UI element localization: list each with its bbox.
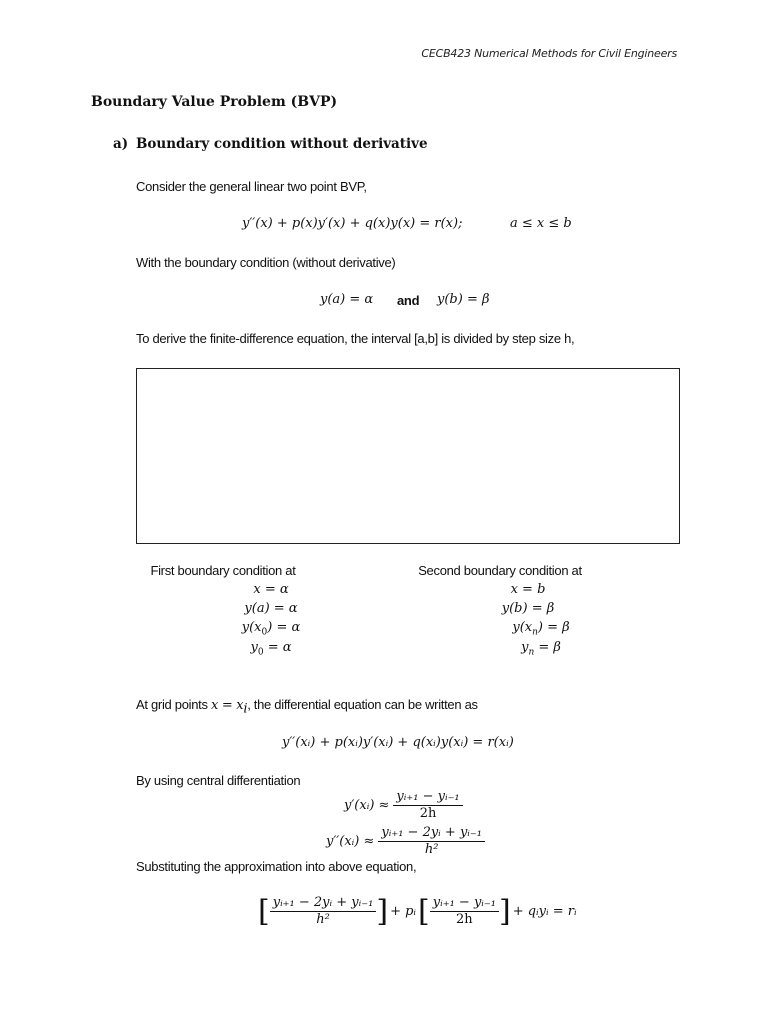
paragraph-bvp-intro: Consider the general linear two point BVP, xyxy=(136,179,367,194)
section-marker: a) xyxy=(113,136,129,152)
first-bc-line3: $y(x_0) = \alpha$ xyxy=(241,620,301,638)
equation-bc-and: and xyxy=(397,293,420,308)
first-bc-line1: x = α xyxy=(253,582,289,597)
second-bc-line3: $y(x_n) = \beta$ xyxy=(512,620,570,638)
equation-ode: y′′(x) + p(x)y′(x) + q(x)y(x) = r(x); xyxy=(242,216,463,231)
equation-bc-left: y(a) = α xyxy=(320,292,374,307)
equation-domain: a ≤ x ≤ b xyxy=(510,216,572,231)
figure-placeholder-box xyxy=(136,368,680,544)
second-bc-line4: $y_n = \beta$ xyxy=(521,640,561,658)
section-heading: Boundary condition without derivative xyxy=(136,136,428,152)
equation-grid: y′′(xᵢ) + p(xᵢ)y′(xᵢ) + q(xᵢ)y(xᵢ) = r(xᵢ) xyxy=(282,735,514,750)
running-header: CECB423 Numerical Methods for Civil Engineers xyxy=(421,47,677,60)
second-bc-line1: x = b xyxy=(510,582,546,597)
equation-first-derivative: y′(xᵢ) ≈ $\frac{\text{yᵢ₊₁ − yᵢ₋₁}}{2h}$ xyxy=(344,789,463,822)
page-title: Boundary Value Problem (BVP) xyxy=(91,94,338,110)
paragraph-finite-difference: To derive the finite-difference equation, the interval [a,b] is divided by step size h, xyxy=(136,331,575,346)
second-bc-line2: y(b) = β xyxy=(501,601,555,616)
first-bc-line2: y(a) = α xyxy=(244,601,298,616)
equation-discretized: [ $\frac{\text{yᵢ₊₁ − 2yᵢ + yᵢ₋₁}}{\text{h²}}$ ] + pᵢ [ $\frac{\text{yᵢ₊₁ − yᵢ₋₁}}{2h}$ ] + qᵢyᵢ = rᵢ xyxy=(258,894,577,929)
paragraph-boundary-condition: With the boundary condition (without derivative) xyxy=(136,255,396,270)
equation-bc-right: y(b) = β xyxy=(437,292,490,307)
equation-second-derivative: y′′(xᵢ) ≈ $\frac{\text{yᵢ₊₁ − 2yᵢ + yᵢ₋₁}}{\text{h²}}$ xyxy=(326,825,485,858)
first-bc-line4: $y_0 = \alpha$ xyxy=(250,640,292,658)
second-bc-title: Second boundary condition at xyxy=(418,563,582,578)
first-bc-title: First boundary condition at xyxy=(150,563,296,578)
paragraph-grid-points: At grid points $x = x_i$, the differential equation can be written as xyxy=(136,697,478,717)
paragraph-substitution: Substituting the approximation into above equation, xyxy=(136,859,417,874)
paragraph-central-diff: By using central differentiation xyxy=(136,773,301,788)
